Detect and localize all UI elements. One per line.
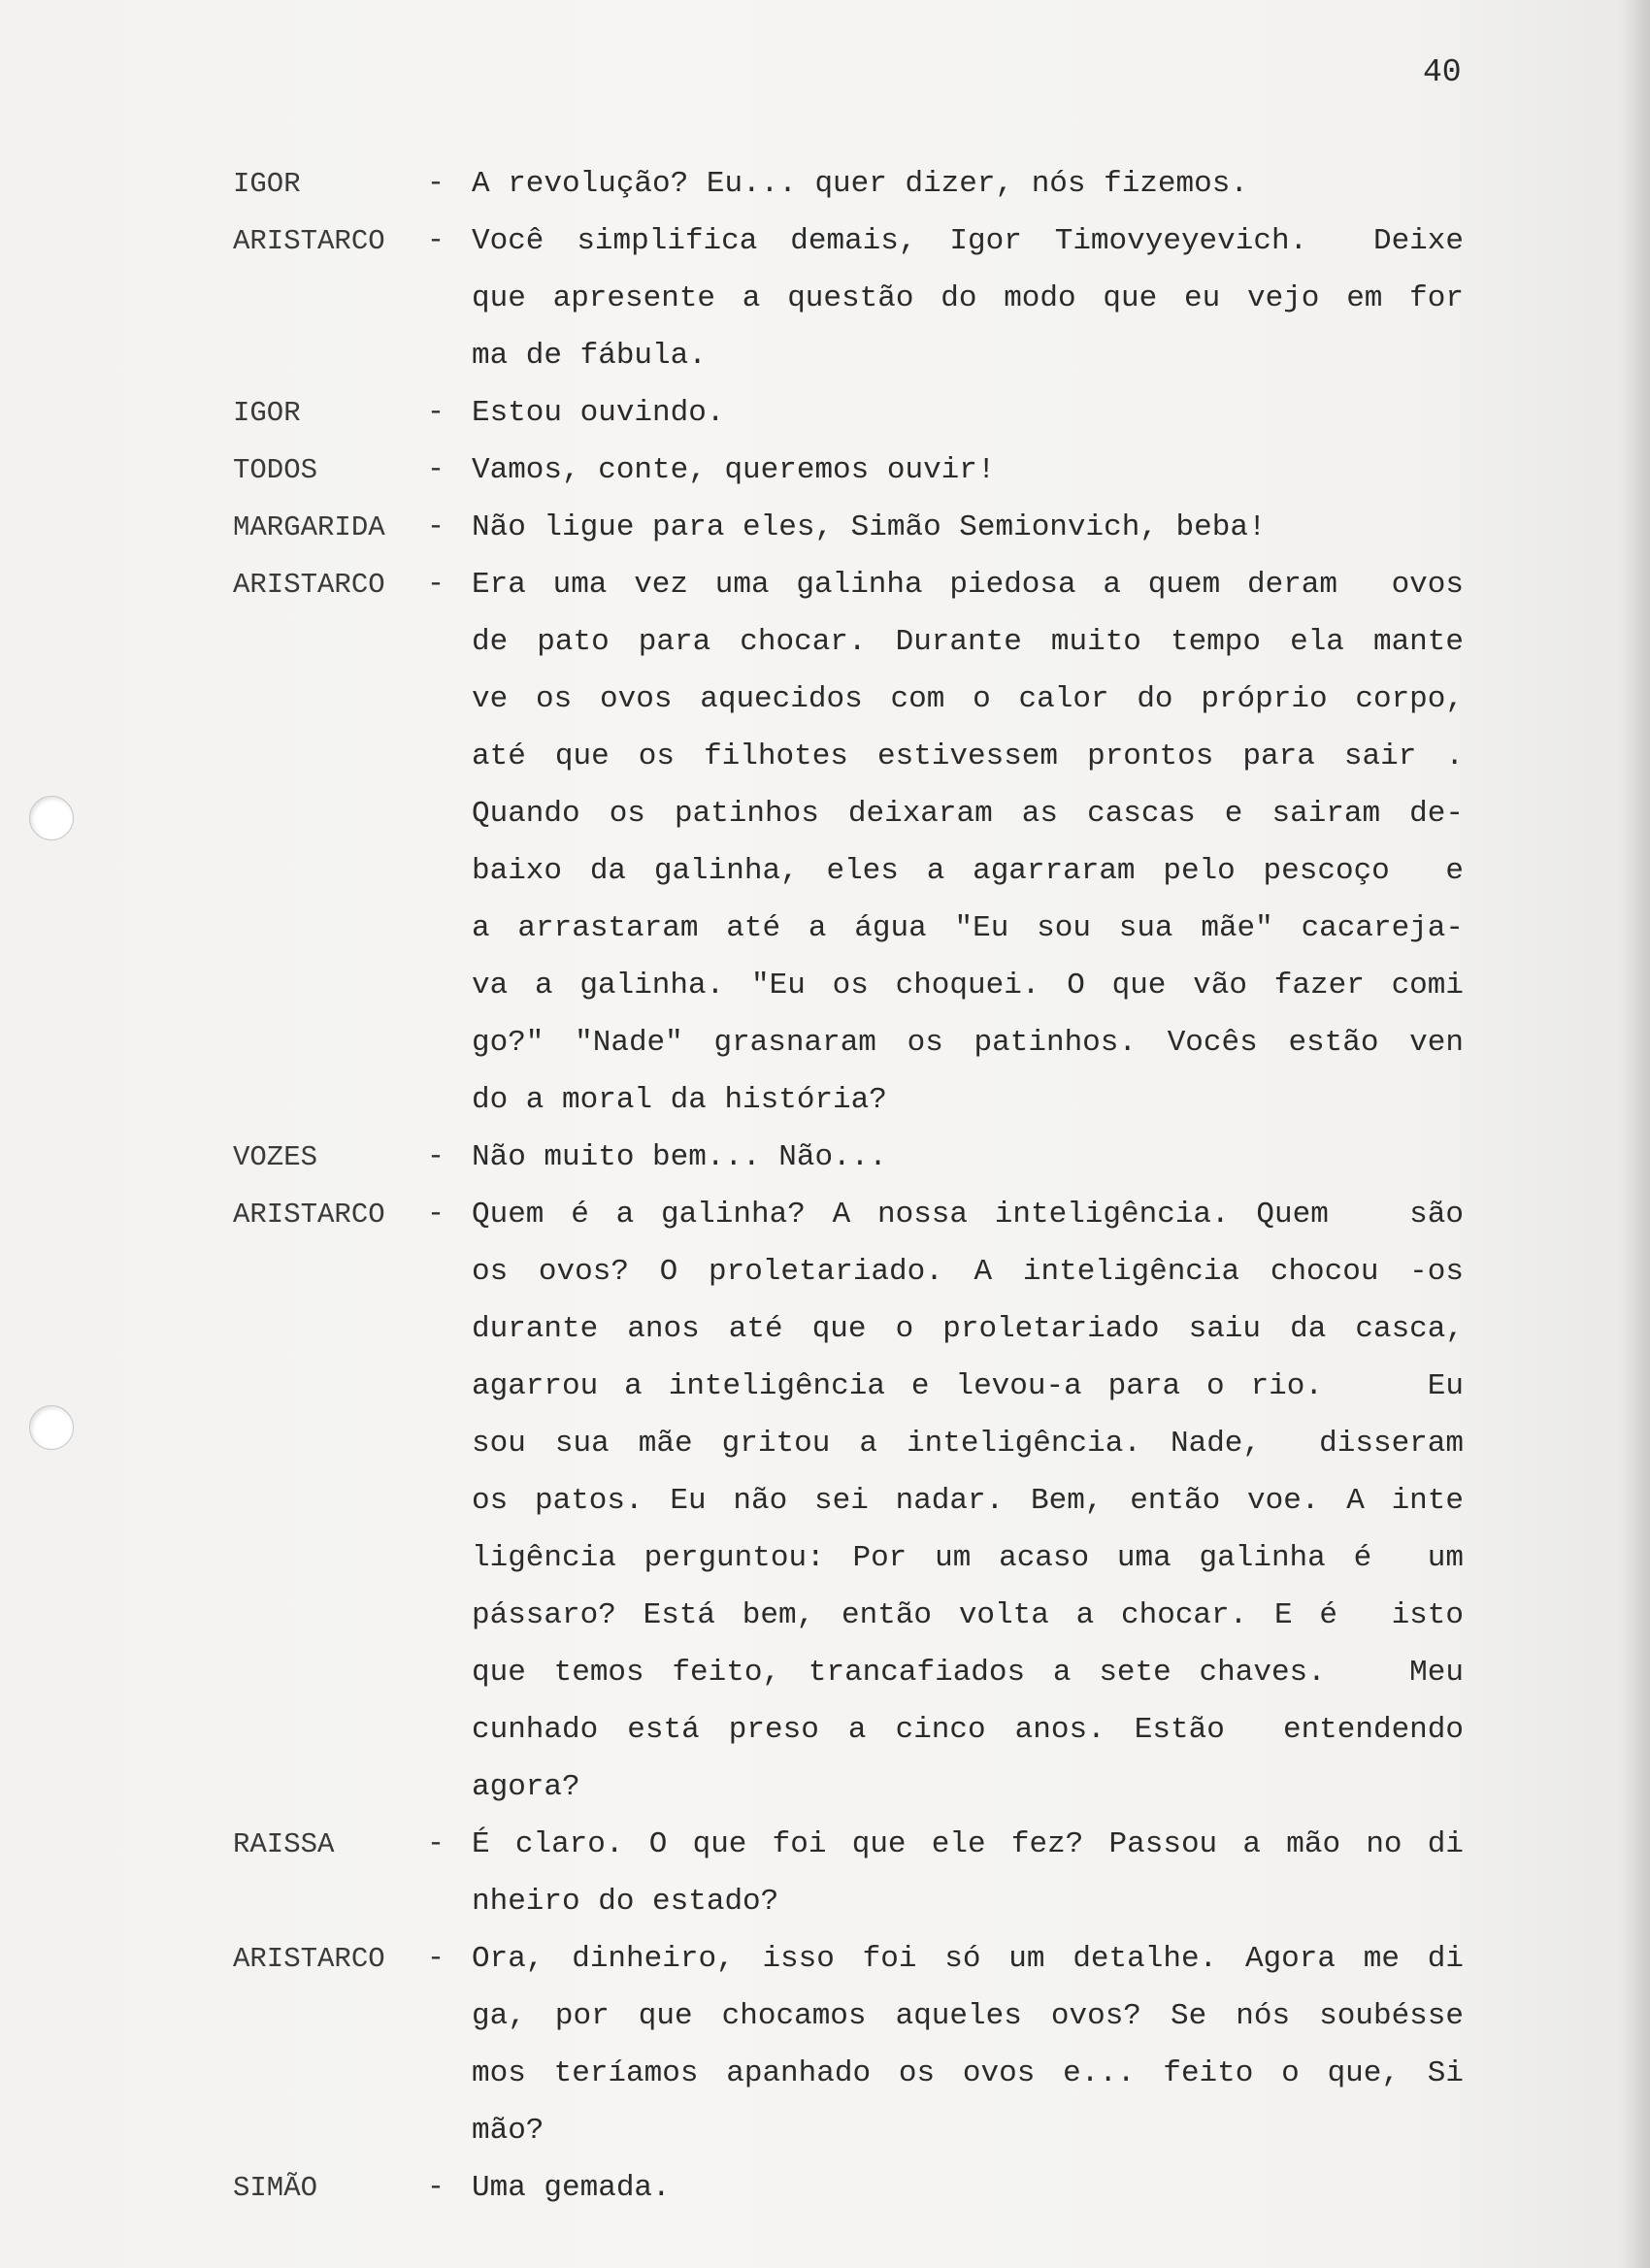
page-number: 40 (1423, 54, 1462, 90)
speaker-name: SIMÃO (233, 2172, 318, 2204)
speech-line: cunhado está preso a cinco anos. Estão entendendo (472, 1713, 1464, 1747)
speaker-dash: - (427, 453, 446, 486)
speech-text (472, 1816, 1464, 1930)
speech-line: agarrou a inteligência e levou-a para o rio. Eu (472, 1369, 1464, 1403)
speech-line: Estou ouvindo. (472, 396, 725, 430)
speech-line: sou sua mãe gritou a inteligência. Nade, disseram (472, 1427, 1464, 1461)
speech-line: Vamos, conte, queremos ouvir! (472, 453, 996, 487)
dialogue-entry (233, 1129, 1514, 1186)
speech-line: Quem é a galinha? A nossa inteligência. Quem são (472, 1198, 1464, 1232)
dialogue-block (233, 155, 1514, 2217)
speaker-dash: - (427, 396, 446, 429)
speech-line: pássaro? Está bem, então volta a chocar. E é isto (472, 1598, 1464, 1632)
speaker-name: ARISTARCO (233, 569, 385, 601)
speech-line: baixo da galinha, eles a agarraram pelo pescoço e (472, 854, 1464, 888)
speaker-dash: - (427, 1827, 446, 1860)
speech-text (472, 1186, 1464, 1816)
speech-text (472, 499, 1464, 556)
speech-line: agora? (472, 1770, 580, 1804)
dialogue-entry (233, 442, 1514, 499)
speech-line: Você simplifica demais, Igor Timovyeyevich. Deixe (472, 224, 1464, 258)
speech-line: A revolução? Eu... quer dizer, nós fizemos. (472, 167, 1248, 201)
page-edge-shadow (1621, 0, 1650, 2268)
speech-line: que temos feito, trancafiados a sete chaves. Meu (472, 1656, 1464, 1690)
speech-line: Uma gemada. (472, 2171, 671, 2205)
speech-line: É claro. O que foi que ele fez? Passou a mão no di (472, 1827, 1464, 1861)
punch-hole (29, 1405, 74, 1450)
dialogue-entry (233, 1186, 1514, 1816)
speech-text (472, 1129, 1464, 1186)
speaker-name: MARGARIDA (233, 511, 385, 543)
speech-text (472, 213, 1464, 384)
speech-line: Era uma vez uma galinha piedosa a quem deram ovos (472, 568, 1464, 602)
speaker-dash: - (427, 510, 446, 543)
speech-line: mos teríamos apanhado os ovos e... feito o que, Si (472, 2056, 1464, 2090)
dialogue-entry (233, 1816, 1514, 1930)
speaker-dash: - (427, 568, 446, 601)
speech-line: Não ligue para eles, Simão Semionvich, beba! (472, 510, 1267, 544)
speech-line: a arrastaram até a água "Eu sou sua mãe" cacareja- (472, 911, 1464, 945)
speech-line: os ovos? O proletariado. A inteligência chocou -os (472, 1255, 1464, 1289)
speech-line: Quando os patinhos deixaram as cascas e sairam de- (472, 797, 1464, 831)
speech-line: que apresente a questão do modo que eu vejo em for (472, 281, 1464, 315)
speaker-name: ARISTARCO (233, 1199, 385, 1231)
speech-line: do a moral da história? (472, 1083, 887, 1117)
speaker-dash: - (427, 167, 446, 200)
speech-line: ligência perguntou: Por um acaso uma galinha é um (472, 1541, 1464, 1575)
speech-line: Ora, dinheiro, isso foi só um detalhe. Agora me di (472, 1942, 1464, 1976)
dialogue-entry (233, 213, 1514, 384)
speaker-name: IGOR (233, 168, 301, 200)
speech-line: go?" "Nade" grasnaram os patinhos. Vocês estão ven (472, 1026, 1464, 1060)
speaker-name: VOZES (233, 1141, 318, 1173)
speaker-name: IGOR (233, 397, 301, 429)
speech-line: mão? (472, 2114, 544, 2148)
speaker-dash: - (427, 1942, 446, 1975)
dialogue-entry (233, 2159, 1514, 2217)
speech-text (472, 384, 1464, 442)
speaker-dash: - (427, 1140, 446, 1173)
speaker-name: ARISTARCO (233, 225, 385, 257)
dialogue-entry (233, 1930, 1514, 2159)
speaker-name: TODOS (233, 454, 318, 486)
speaker-dash: - (427, 224, 446, 257)
speech-line: de pato para chocar. Durante muito tempo ela mante (472, 625, 1464, 659)
speech-line: va a galinha. "Eu os choquei. O que vão fazer comi (472, 969, 1464, 1003)
speech-line: ve os ovos aquecidos com o calor do próprio corpo, (472, 682, 1464, 716)
speaker-name: ARISTARCO (233, 1943, 385, 1975)
speech-text (472, 556, 1464, 1129)
dialogue-entry (233, 556, 1514, 1129)
speech-line: nheiro do estado? (472, 1885, 779, 1919)
speech-line: ma de fábula. (472, 339, 707, 373)
speaker-name: RAISSA (233, 1828, 335, 1860)
punch-hole (29, 796, 74, 840)
speech-text (472, 1930, 1464, 2159)
dialogue-entry (233, 499, 1514, 556)
speech-line: os patos. Eu não sei nadar. Bem, então voe. A inte (472, 1484, 1464, 1518)
speech-text (472, 2159, 1464, 2217)
speaker-dash: - (427, 2171, 446, 2204)
speech-line: ga, por que chocamos aqueles ovos? Se nós soubésse (472, 1999, 1464, 2033)
speech-text (472, 442, 1464, 499)
speech-line: durante anos até que o proletariado saiu da casca, (472, 1312, 1464, 1346)
speech-line: Não muito bem... Não... (472, 1140, 887, 1174)
dialogue-entry (233, 384, 1514, 442)
dialogue-entry (233, 155, 1514, 213)
speech-line: até que os filhotes estivessem prontos para sair . (472, 740, 1464, 773)
speaker-dash: - (427, 1198, 446, 1231)
speech-text (472, 155, 1464, 213)
